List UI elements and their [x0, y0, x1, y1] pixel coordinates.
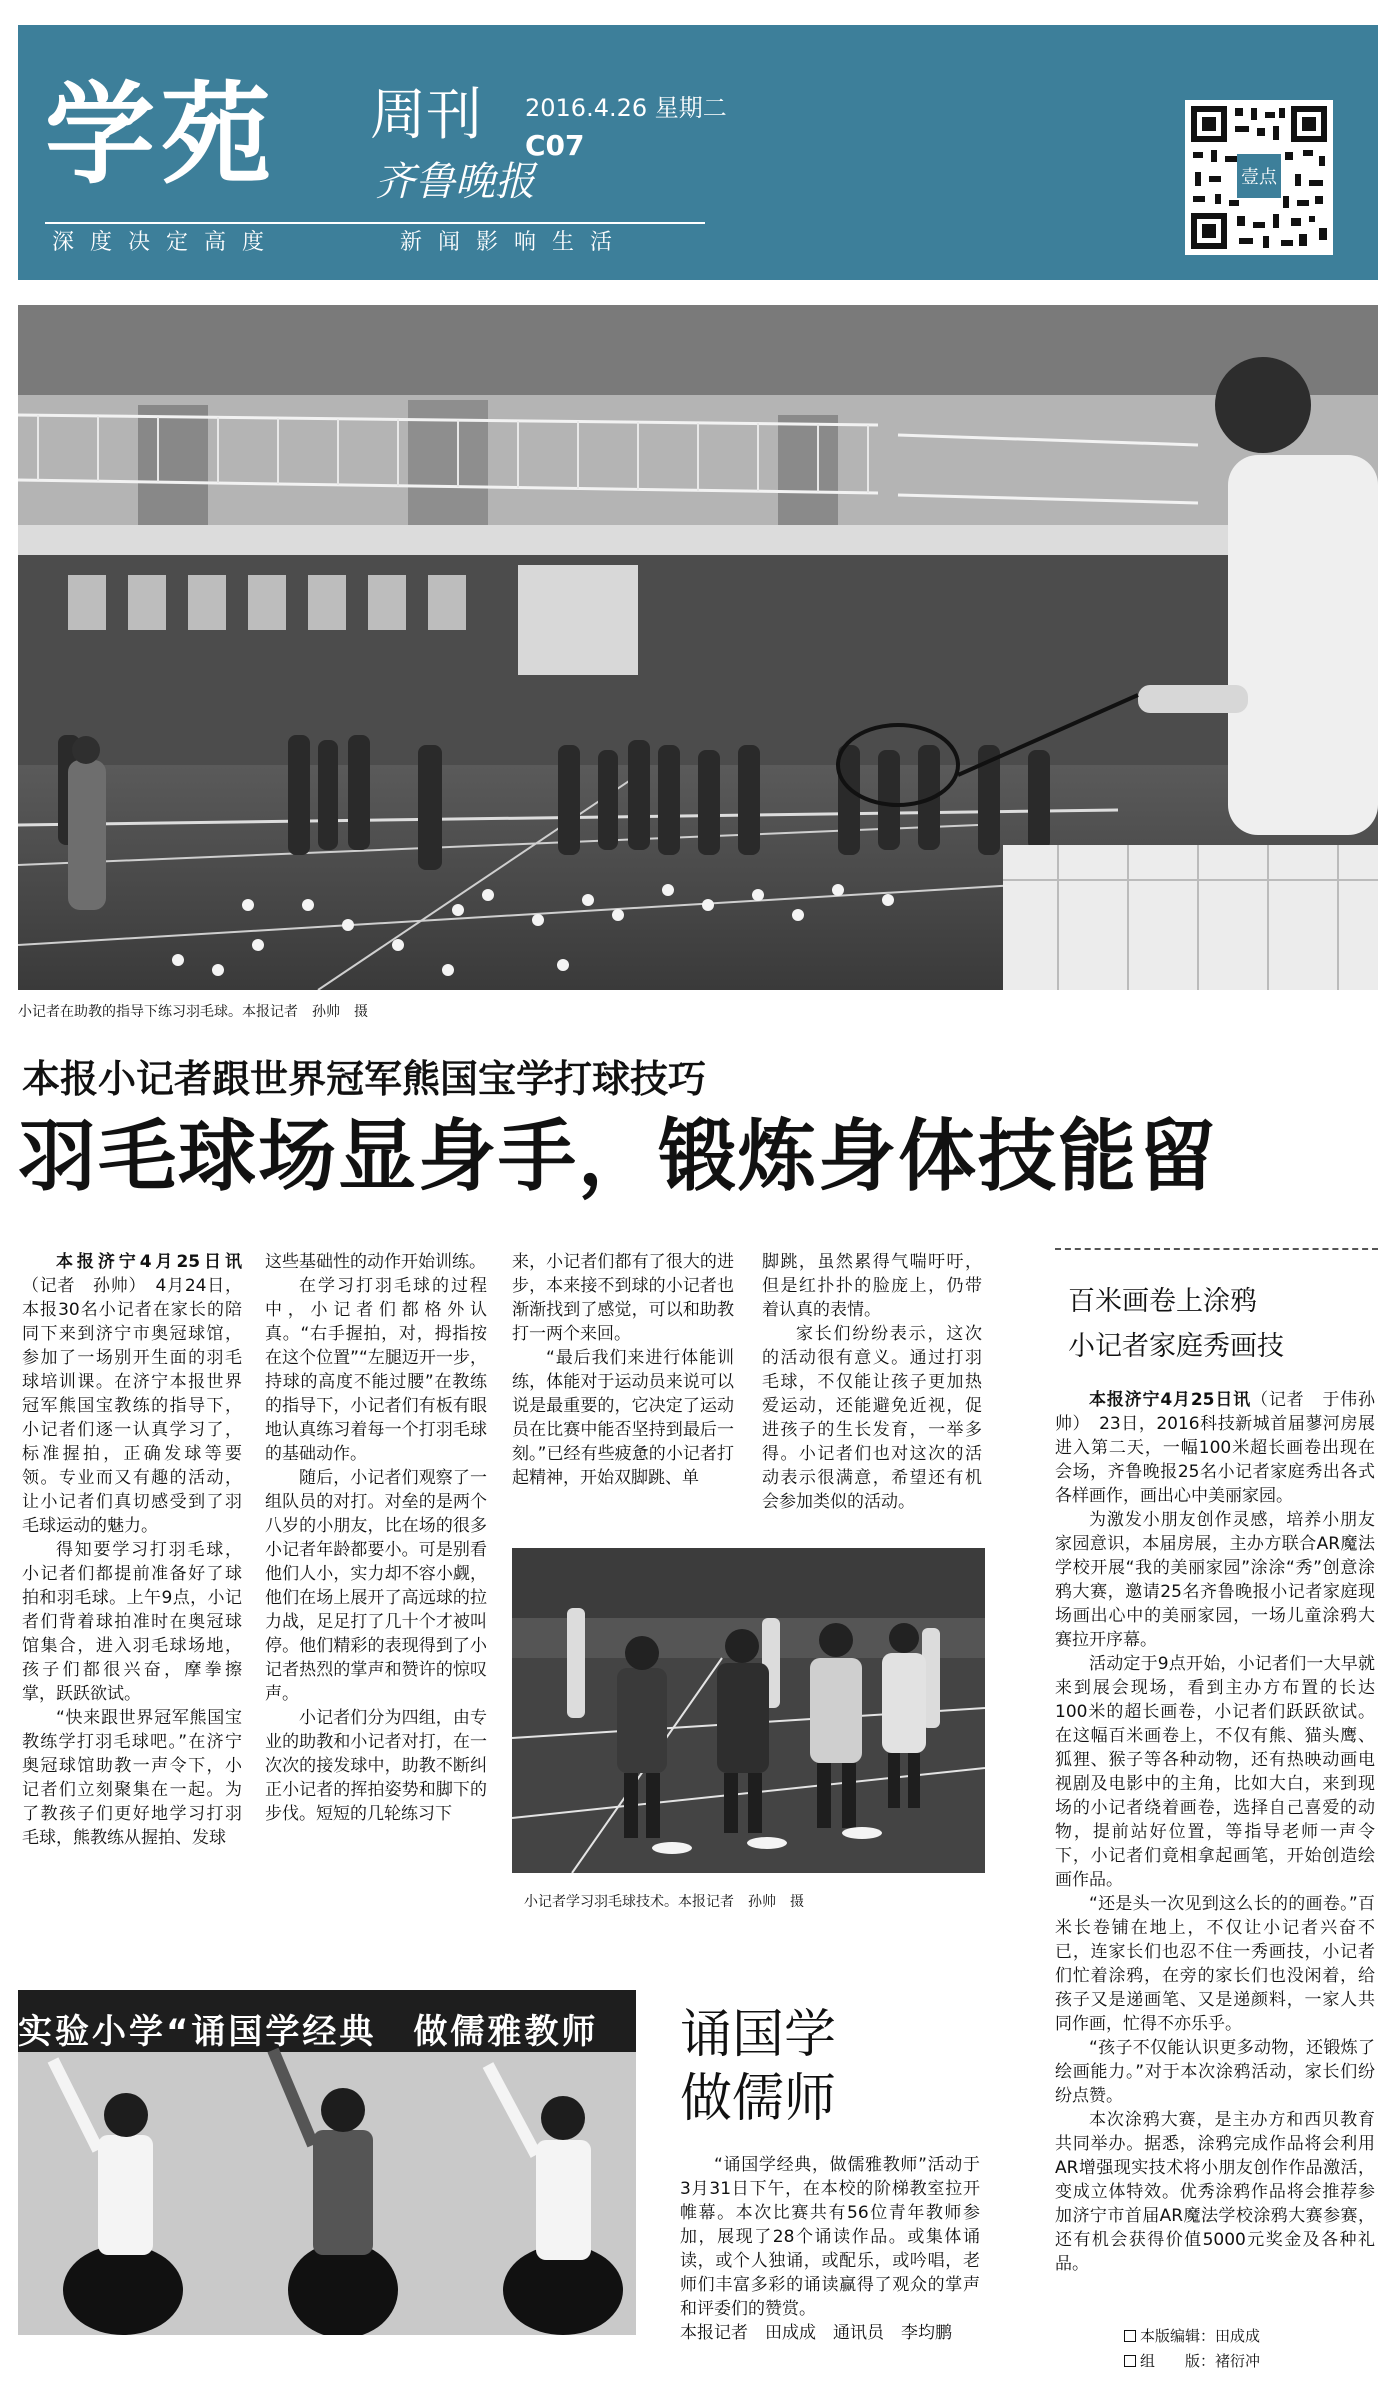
article-paragraph: 家长们纷纷表示，这次的活动很有意义。通过打羽毛球，不仅能让孩子更加热爱运动，还能避免近视，促进孩子的生长发育，一举多得。小记者们也对这次的活动表示很满意，希望还有机会参加类似的活动。: [762, 1324, 982, 1512]
recitation-body: [680, 2153, 980, 2345]
article-column-4: [762, 1250, 982, 1514]
masthead-weekly: 周刊: [370, 83, 482, 148]
masthead-page-number: C07: [525, 129, 585, 162]
article-paragraph: 随后，小记者们观察了一组队员的对打。对垒的是两个八岁的小朋友，比在场的很多小记者年龄都要小。可是别看他们人小，实力却不容小觑，他们在场上展开了高远球的拉力战，足足打了几十个才被叫停。他们精彩的表现得到了小记者热烈的掌声和赞许的惊叹声。: [265, 1468, 487, 1704]
checkbox-icon: [1124, 2355, 1136, 2367]
article-kicker: 本报小记者跟世界冠军熊国宝学打球技巧: [22, 1057, 707, 1101]
recitation-title-2: 做儒师: [680, 2069, 837, 2129]
article-paragraph: “快来跟世界冠军熊国宝教练学打羽毛球吧。”在济宁奥冠球馆助教一声令下，小记者们立刻聚集在一起。为了教孩子们更好地学习打羽毛球，熊教练从握拍、发球: [22, 1708, 242, 1848]
qr-code-icon: [1185, 100, 1333, 255]
article-paragraph: “最后我们来进行体能训练，体能对于运动员来说可以说是最重要的，它决定了运动员在比赛中能否坚持到最后一刻。”已经有些疲惫的小记者打起精神，开始双脚跳、单: [512, 1348, 734, 1488]
article-paragraph: 小记者们分为四组，由专业的助教和小记者对打，在一次次的接发球中，助教不断纠正小记者的挥拍姿势和脚下的步伐。短短的几轮练习下: [265, 1708, 487, 1824]
article-paragraph: 在学习打羽毛球的过程中，小记者们都格外认真。“右手握拍，对，拇指按在这个位置”“左腿迈开一步，持球的高度不能过腰”在教练的指导下，小记者们有板有眼地认真练习着每一个打羽毛球的基础动作。: [265, 1276, 487, 1464]
article-paragraph: 这些基础性的动作开始训练。: [265, 1252, 486, 1272]
qr-code[interactable]: [1185, 100, 1333, 255]
badminton-hall-image: [18, 305, 1378, 990]
side-story-title-1: 百米画卷上涂鸦: [1068, 1286, 1257, 1317]
side-paragraph: “孩子不仅能认识更多动物，还锻炼了绘画能力。”对于本次涂鸦活动，家长们纷纷点赞。: [1055, 2038, 1375, 2106]
recitation-byline: 本报记者 田成成 通讯员 李均鹏: [680, 2323, 952, 2343]
layout-credit: 组 版：褚衍冲: [1124, 2350, 1260, 2372]
article-column-3: [512, 1250, 734, 1490]
recitation-title-1: 诵国学: [680, 2005, 837, 2065]
top-photo-caption: 小记者在助教的指导下练习羽毛球。本报记者 孙帅 摄: [18, 1004, 368, 1020]
masthead-title: 学苑: [45, 71, 277, 199]
masthead-date: 2016.4.26 星期二: [525, 94, 727, 122]
recitation-banner-text: 实验小学“诵国学经典 做儒雅教师: [18, 2012, 599, 2052]
masthead-divider: [45, 222, 705, 224]
masthead-paper-name: 齐鲁晚报: [375, 159, 535, 205]
kids-practice-caption: 小记者学习羽毛球技术。本报记者 孙帅 摄: [524, 1894, 804, 1910]
side-paragraph: 本报济宁4月25日讯（记者 于伟孙帅） 23日，2016科技新城首届蓼河房展进入第二天，一幅100米超长画卷出现在会场，齐鲁晚报25名小记者家庭秀出各式各样画作，画出心中美丽家园。: [1055, 1390, 1375, 1506]
article-column-2: [265, 1250, 487, 1826]
article-paragraph: 来，小记者们都有了很大的进步，本来接不到球的小记者也渐渐找到了感觉，可以和助教打一两个来回。: [512, 1252, 734, 1344]
side-paragraph: 活动定于9点开始，小记者们一大早就来到展会现场，看到主办方布置的长达100米的超长画卷，小记者们跃跃欲试。在这幅百米画卷上，不仅有熊、猫头鹰、狐狸、猴子等各种动物，还有热映动画电视剧及电影中的主角，比如大白，来到现场的小记者绕着画卷，选择自己喜爱的动物，提前站好位置，等指导老师一声令下，小记者们竟相拿起画笔，开始创造绘画作品。: [1055, 1654, 1375, 1890]
recitation-paragraph: “诵国学经典，做儒雅教师”活动于3月31日下午，在本校的阶梯教室拉开帷幕。本次比赛共有56位青年教师参加，展现了28个诵读作品。或集体诵读，或个人独诵，或配乐，或吟唱，老师们丰富多彩的诵读赢得了观众的掌声和评委们的赞赏。: [680, 2155, 980, 2319]
side-story-top-rule: [1055, 1248, 1378, 1250]
side-paragraph: “还是头一次见到这么长的的画卷。”百米长卷铺在地上，不仅让小记者兴奋不已，连家长们也忍不住一秀画技，小记者们忙着涂鸦，在旁的家长们也没闲着，给孩子又是递画笔、又是递颜料，一家人共同作画，忙得不亦乐乎。: [1055, 1894, 1375, 2034]
editor-credit: 本版编辑：田成成: [1124, 2325, 1260, 2347]
side-paragraph: 本次涂鸦大赛，是主办方和西贝教育共同举办。据悉，涂鸦完成作品将会利用AR增强现实技术将小朋友创作作品激活，变成立体特效。优秀涂鸦作品将会推荐参加济宁市首届AR魔法学校涂鸦大赛参赛，还有机会获得价值5000元奖金及各种礼品。: [1055, 2110, 1375, 2274]
article-paragraph: 得知要学习打羽毛球，小记者们都提前准备好了球拍和羽毛球。上午9点，小记者们背着球拍准时在奥冠球馆集合，进入羽毛球场地，孩子们都很兴奋，摩拳擦掌，跃跃欲试。: [22, 1540, 242, 1704]
side-story-title-2: 小记者家庭秀画技: [1068, 1331, 1284, 1362]
kids-practice-image: [512, 1548, 985, 1873]
article-column-1: [22, 1250, 242, 1850]
masthead-slogan-left: 深度决定高度: [52, 230, 281, 255]
article-paragraph: 脚跳，虽然累得气喘吁吁，但是红扑扑的脸庞上，仍带着认真的表情。: [762, 1252, 982, 1320]
article-headline: 羽毛球场显身手，锻炼身体技能留: [18, 1112, 1219, 1202]
article-paragraph: 本报济宁4月25日讯（记者 孙帅） 4月24日，本报30名小记者在家长的陪同下来到济宁市奥冠球馆，参加了一场别开生面的羽毛球培训课。在济宁本报世界冠军熊国宝教练的指导下，小记者们逐一认真学习了，标准握拍，正确发球等要领。专业而又有趣的活动，让小记者们真切感受到了羽毛球运动的魅力。: [22, 1252, 242, 1536]
qr-center-label: 壹点: [1241, 167, 1277, 188]
masthead-slogan-right: 新闻影响生活: [400, 230, 629, 255]
top-photo: [18, 305, 1378, 990]
side-paragraph: 为激发小朋友创作灵感，培养小朋友家园意识，本届房展，主办方联合AR魔法学校开展“我的美丽家园”涂涂“秀”创意涂鸦大赛，邀请25名齐鲁晚报小记者家庭现场画出心中的美丽家园，一场儿童涂鸦大赛拉开序幕。: [1055, 1510, 1375, 1650]
checkbox-icon: [1124, 2330, 1136, 2342]
side-story-body: [1055, 1388, 1375, 2276]
kids-practice-photo: [512, 1548, 985, 1873]
